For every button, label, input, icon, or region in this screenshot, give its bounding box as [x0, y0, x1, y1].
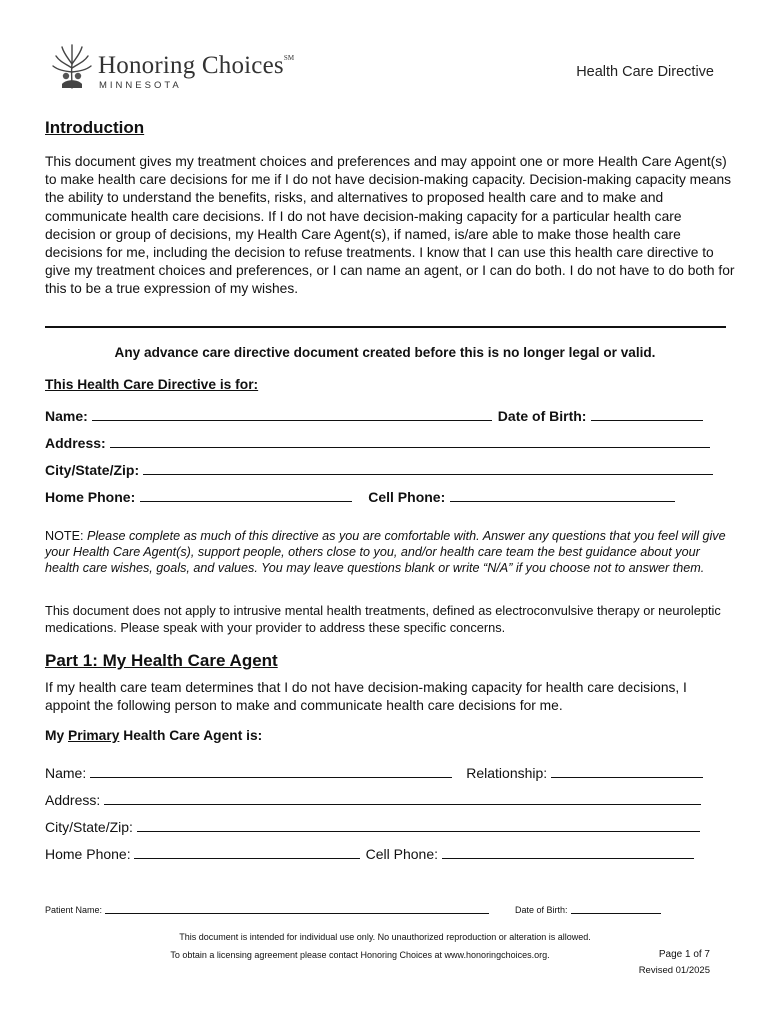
primary-agent-title: My Primary Health Care Agent is: — [45, 728, 263, 743]
agent-address-label: Address: — [45, 792, 101, 808]
agent-home-phone-field[interactable] — [134, 857, 360, 859]
section-divider — [45, 326, 726, 328]
agent-city-label: City/State/Zip: — [45, 819, 133, 835]
person-city-field[interactable] — [143, 473, 713, 475]
agent-address-row — [45, 792, 701, 808]
validity-notice: Any advance care directive document created before this is no longer legal or valid. — [114, 345, 656, 360]
directive-for-title: This Health Care Directive is for: — [45, 377, 259, 392]
footer-patient-row — [45, 905, 661, 915]
person-city-label: City/State/Zip: — [45, 462, 140, 478]
person-cell-phone-label: Cell Phone: — [368, 489, 446, 505]
logo-subtitle: MINNESOTA — [99, 80, 182, 91]
footer-license-line: To obtain a licensing agreement please contact Honoring Choices at www.honoringchoices.org. — [170, 950, 550, 960]
footer-patient-name-field[interactable] — [105, 912, 489, 914]
footer-usage-line: This document is intended for individual use only. No unauthorized reproduction or alteration is allowed. — [179, 932, 591, 942]
agent-home-phone-label: Home Phone: — [45, 846, 131, 862]
completion-note: NOTE: Please complete as much of this directive as you are comfortable with. Answer any questions that you feel will give your Health Care Agent(s), support people, others close to you, and/or health care team the best guidance about your health care wishes, goals, and values. You may leave questions blank or write “N/A” if you choose not to answer them. — [45, 529, 726, 576]
person-cell-phone-field[interactable] — [450, 500, 675, 502]
agent-relationship-label: Relationship: — [466, 765, 548, 781]
revision-date: Revised 01/2025 — [638, 965, 710, 976]
person-city-row — [45, 462, 713, 478]
person-address-row — [45, 435, 710, 451]
honoring-choices-tree-icon — [52, 44, 92, 90]
part1-paragraph: If my health care team determines that I do not have decision-making capacity for health care decisions, I appoint the following person to make and communicate health care decisions for me. — [45, 680, 687, 714]
agent-name-field[interactable] — [90, 776, 452, 778]
footer-dob-field[interactable] — [571, 912, 661, 914]
agent-cell-phone-label: Cell Phone: — [365, 846, 438, 862]
introduction-paragraph: This document gives my treatment choices and preferences and may appoint one or more Health Care Agent(s) to make health care decisions for me if I do not have decision-making capacity. Decision-making capacity means the ability to understand the benefits, risks, and alternatives to proposed health care and to make and communicate health care decisions. If I do not have decision-making capacity for a particular health care decision or group of decisions, my Health Care Agent(s), if named, is/are able to make those health care decisions for me, including the decision to refuse treatments. I know that I can use this health care directive to give my treatment choices and preferences, or I can name an agent, or I can do both. I do not have to do both for this to be a true expression of my wishes. — [45, 154, 735, 297]
person-address-label: Address: — [45, 435, 106, 451]
document-title: Health Care Directive — [576, 64, 714, 80]
page-number: Page 1 of 7 — [658, 949, 710, 960]
person-home-phone-field[interactable] — [140, 500, 352, 502]
person-name-field[interactable] — [92, 419, 492, 421]
introduction-heading: Introduction — [45, 118, 145, 137]
mental-health-disclaimer: This document does not apply to intrusive mental health treatments, defined as electroconvulsive therapy or neuroleptic medications. Please speak with your provider to address these specific concerns. — [45, 603, 721, 635]
person-dob-field[interactable] — [591, 419, 703, 421]
person-dob-label: Date of Birth: — [497, 408, 587, 424]
person-address-field[interactable] — [110, 446, 710, 448]
agent-name-row — [45, 765, 703, 781]
agent-cell-phone-field[interactable] — [442, 857, 694, 859]
person-name-row — [45, 408, 703, 424]
part1-heading: Part 1: My Health Care Agent — [45, 651, 278, 670]
footer-patient-name-label: Patient Name: — [45, 905, 103, 915]
person-name-label: Name: — [45, 408, 88, 424]
agent-address-field[interactable] — [104, 803, 701, 805]
footer-dob-label: Date of Birth: — [515, 905, 568, 915]
person-home-phone-label: Home Phone: — [45, 489, 136, 505]
logo-wordmark: Honoring Choices℠ — [98, 52, 295, 79]
agent-name-label: Name: — [45, 765, 87, 781]
agent-city-field[interactable] — [137, 830, 700, 832]
agent-phone-row — [45, 846, 694, 862]
agent-relationship-field[interactable] — [551, 776, 703, 778]
person-phone-row — [45, 489, 675, 505]
agent-city-row — [45, 819, 700, 835]
